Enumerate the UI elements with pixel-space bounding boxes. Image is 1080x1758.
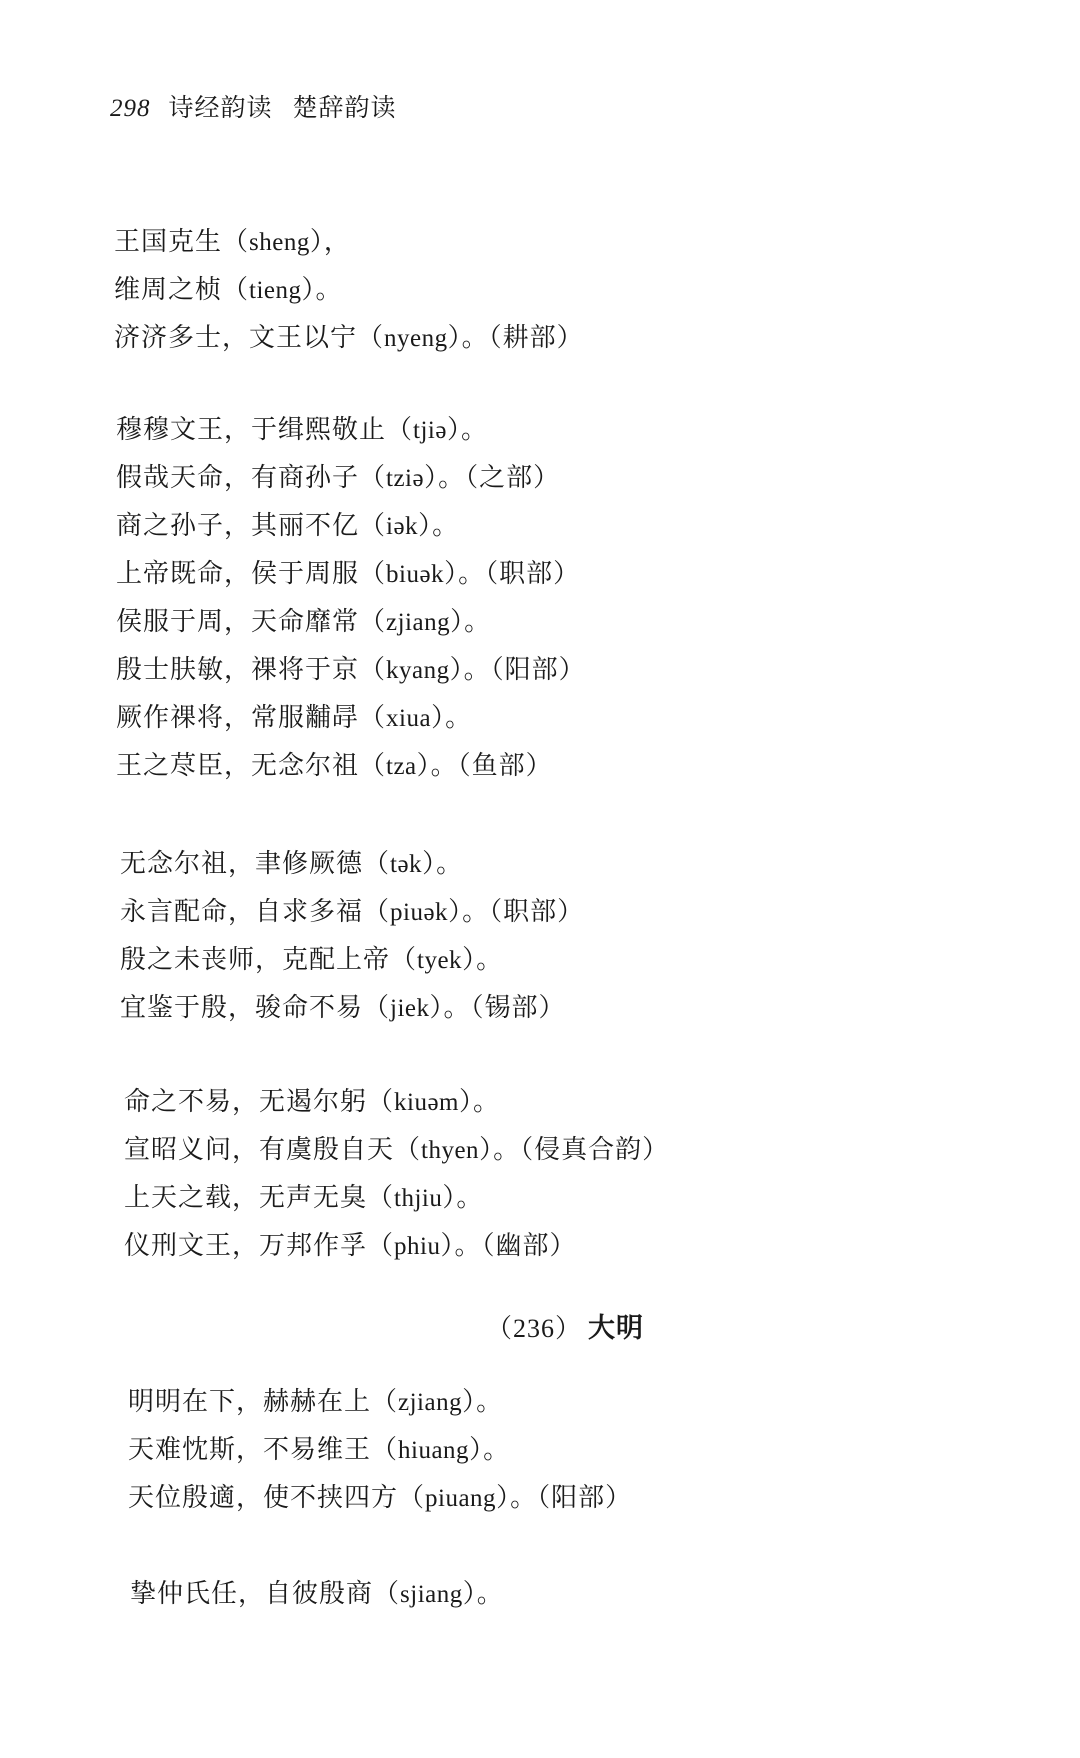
verse-line: 王之荩臣，无念尔祖（tza）。（鱼部） — [116, 751, 553, 781]
verse-line: 维周之桢（tieng）。 — [114, 275, 343, 305]
running-header — [110, 88, 397, 124]
verse-line: 殷士肤敏，祼将于京（kyang）。（阳部） — [116, 655, 586, 685]
verse-line: 永言配命，自求多福（piuək）。（职部） — [120, 897, 585, 927]
verse-line: 殷之未丧师，克配上帝（tyek）。 — [120, 945, 504, 975]
stanza-5 — [128, 1378, 632, 1522]
verse-line: 厥作祼将，常服黼冔（xiua）。 — [116, 703, 473, 733]
verse-line: 上帝既命，侯于周服（biuək）。（职部） — [116, 559, 581, 589]
verse-line: 王国克生（sheng）， — [114, 227, 351, 257]
verse-line: 仪刑文王，万邦作孚（phiu）。（幽部） — [124, 1231, 577, 1261]
page-number: 298 — [110, 95, 151, 122]
stanza-6 — [130, 1570, 504, 1618]
stanza-4 — [124, 1078, 669, 1270]
verse-line: 宣昭义问，有虞殷自天（thyen）。（侵真合韵） — [124, 1135, 670, 1165]
verse-line: 商之孙子，其丽不亿（iək）。 — [116, 511, 460, 541]
section-name: 大明 — [588, 1313, 645, 1344]
verse-line: 假哉天命，有商孙子（tziə）。（之部） — [116, 463, 561, 493]
verse-line: 天位殷適，使不挟四方（piuang）。（阳部） — [128, 1483, 633, 1513]
verse-line: 无念尔祖，聿修厥德（tək）。 — [120, 849, 464, 879]
section-number: （236） — [486, 1314, 583, 1343]
verse-line: 穆穆文王，于缉熙敬止（tjiə）。 — [116, 415, 488, 445]
verse-line: 挚仲氏任，自彼殷商（sjiang）。 — [130, 1579, 504, 1609]
section-title — [486, 1306, 644, 1345]
verse-line: 天难忱斯，不易维王（hiuang）。 — [128, 1435, 511, 1465]
verse-line: 明明在下，赫赫在上（zjiang）。 — [128, 1387, 504, 1417]
verse-line: 济济多士，文王以宁（nyeng）。（耕部） — [114, 323, 584, 353]
verse-line: 命之不易，无遏尔躬（kiuəm）。 — [124, 1087, 501, 1117]
verse-line: 宜鉴于殷，骏命不易（jiek）。（锡部） — [120, 993, 566, 1023]
stanza-2 — [116, 406, 586, 790]
book-title-shijing: 诗经韵读 — [168, 93, 273, 122]
stanza-1 — [114, 218, 584, 362]
stanza-3 — [120, 840, 584, 1032]
book-title-chuci: 楚辞韵读 — [292, 93, 397, 122]
verse-line: 上天之载，无声无臭（thjiu）。 — [124, 1183, 484, 1213]
verse-line: 侯服于周，天命靡常（zjiang）。 — [116, 607, 492, 637]
